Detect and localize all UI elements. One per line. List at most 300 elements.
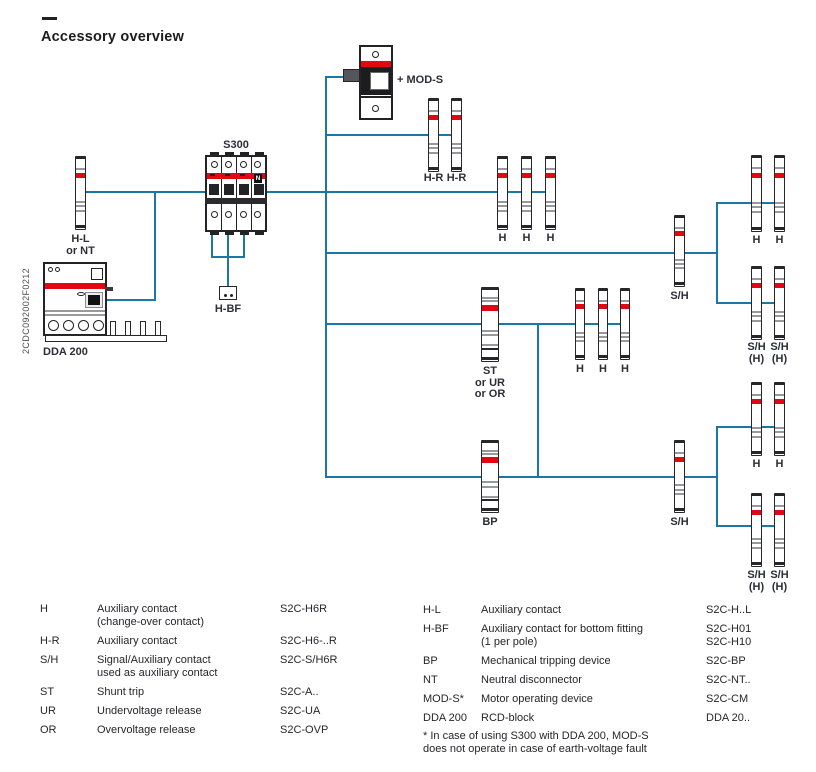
stripe [775,542,784,544]
label-line: H [752,458,761,470]
stripe [752,383,761,385]
stripe [599,340,607,342]
connector-line [325,76,345,78]
connector-line [716,426,780,428]
contact-dot [230,294,233,297]
stripe [775,167,784,169]
stripe [775,278,784,280]
stripe [752,167,761,169]
stripe [775,315,784,317]
red-band [76,173,85,178]
stripe [45,314,105,316]
legend-row [40,603,412,629]
stripe [752,320,761,322]
module-h-right-2a [751,382,762,456]
legend-row [40,654,412,680]
rating-mark [210,174,215,176]
red-band [452,115,461,120]
stripe [576,300,584,302]
stripe [752,505,761,507]
breaker-tab [240,231,249,235]
red-band [576,304,584,309]
desc-line: Mechanical tripping device [481,655,611,667]
h-bf-label: H-BF [214,303,242,315]
module-h-r-2 [451,98,462,172]
legend-term: H [40,603,48,615]
code-line: S2C-OVP [280,724,329,736]
legend-description [481,604,706,617]
legend-description [481,623,706,649]
stripe [599,289,607,291]
stripe [482,300,498,302]
legend-term: H-L [423,604,441,616]
label-line: (H) [748,352,765,365]
module-h-mid-3 [545,156,556,230]
connector-line [325,476,717,478]
stripe [752,538,761,540]
indicator-dot [48,267,53,272]
stripe [498,210,507,212]
stripe [76,157,85,159]
legend-row [40,724,412,737]
stripe [599,355,607,358]
stripe [429,110,438,112]
toggle-bar [205,198,267,204]
module-label-h-r-2 [433,173,481,185]
stripe [482,348,498,350]
stripe [621,340,629,342]
stripe [546,210,555,212]
stripe [498,225,507,228]
stripe [429,99,438,101]
connector-line [325,76,327,478]
stripe [429,152,438,154]
legend-row [423,623,809,649]
stripe [752,267,761,269]
toggle-handle [254,184,264,195]
stripe [482,334,498,336]
stripe [482,297,498,299]
legend-term: S/H [40,654,59,666]
desc-line: RCD-block [481,712,535,724]
label-line: (H) [748,580,765,593]
stripe [76,168,85,170]
legend-description [97,705,280,718]
stripe [775,494,784,496]
red-band [522,173,531,178]
screw-icon [254,211,261,218]
connector-line [325,252,717,254]
module-label-h-l [57,234,105,257]
footnote-line: * In case of using S300 with DDA 200, MOD-S [423,730,649,742]
legend-term: OR [40,724,57,736]
stripe [752,494,761,496]
stripe [482,357,498,360]
stripe [775,156,784,158]
connector-line [716,426,718,527]
stripe [576,332,584,334]
module-sh-lower [674,440,685,513]
label-line: S/H [670,516,689,528]
footnote-line: does not operate in case of earth-voltage fault [423,743,647,755]
stripe [775,427,784,429]
stripe [546,201,555,203]
legend-term: H-R [40,635,60,647]
stripe [675,282,684,285]
terminal-icon [48,320,59,331]
mods-mechanism [361,67,391,95]
legend-code [706,712,809,725]
stripe [775,562,784,565]
stripe [675,484,684,486]
legend-row [423,674,809,687]
busbar-pin [155,321,161,336]
breaker-tab [255,231,264,235]
stripe [576,289,584,291]
screw-icon [211,161,218,168]
red-band [775,399,784,404]
stripe [775,311,784,313]
stripe [429,143,438,145]
legend-term: BP [423,655,438,667]
red-band [498,173,507,178]
stripe [76,201,85,203]
stripe [546,157,555,159]
module-h-right-1a [751,155,762,232]
stripe [752,542,761,544]
legend-description [97,686,280,699]
label-line: H-R [446,172,467,184]
screw-icon [225,161,232,168]
busbar-pin [125,321,131,336]
screw-icon [211,211,218,218]
legend-term: UR [40,705,56,717]
legend-description [481,674,706,687]
desc-line: Motor operating device [481,693,593,705]
module-sh-upper [674,215,685,287]
module-h-mid-1 [497,156,508,230]
label-line: H [599,363,607,375]
stripe [775,431,784,433]
module-bp [481,440,499,513]
screw-icon [372,105,379,112]
stripe [522,225,531,228]
h-bf-device [219,286,237,300]
legend-term: ST [40,686,55,698]
legend-term: H-BF [423,623,449,635]
stripe [752,431,761,433]
legend-code [280,603,412,629]
red-band [775,510,784,515]
module-shh-1a [751,266,762,340]
label-line: or OR [474,388,506,400]
legend-description [481,712,706,725]
label-line: H [621,363,629,375]
legend-code [280,724,412,737]
breaker-tab [210,231,219,235]
code-line: S2C-H01 [706,623,752,635]
module-label-h-right-2b [756,459,804,471]
legend-right-column [423,604,809,725]
stripe [675,493,684,495]
screw-icon [240,211,247,218]
label-line: H [576,363,584,375]
red-band [752,283,761,288]
stripe [752,547,761,549]
stripe [482,453,498,455]
legend-description [97,635,280,648]
stripe [522,157,531,159]
code-line: DDA 20.. [706,712,751,724]
label-line: or UR [475,376,505,389]
legend-left-column [40,603,412,737]
desc-line: Shunt trip [97,686,145,698]
code-line: S2C-H6-..R [280,635,337,647]
module-label-sh-upper [656,291,704,303]
stripe [576,355,584,358]
toggle-handle [239,184,249,195]
stripe [775,436,784,438]
breaker-tab [210,152,219,156]
module-h-mid-2 [521,156,532,230]
screw-icon [225,211,232,218]
module-label-sh-lower [656,517,704,529]
stripe [621,300,629,302]
stripe [599,300,607,302]
mods-window [370,72,389,90]
legend-description [481,693,706,706]
stripe [482,486,498,488]
stripe [775,202,784,204]
legend-description [97,603,280,629]
legend-row [423,655,809,668]
stripe [752,315,761,317]
label-line: (H) [771,580,788,593]
stripe [752,427,761,429]
legend-code [280,686,412,699]
stripe [775,211,784,213]
stripe [775,267,784,269]
code-line: S2C-H..L [706,604,752,616]
stripe [675,216,684,218]
screw-icon [372,51,379,58]
label-line: BP [482,516,498,528]
footnote [423,730,649,756]
stripe [498,157,507,159]
connector-line [716,202,718,304]
label-line: ST [482,365,498,377]
stripe [482,288,498,290]
code-line: S2C-A.. [280,686,319,698]
label-line: H [498,232,507,244]
stripe [482,508,498,511]
terminal-icon [78,320,89,331]
stripe [775,505,784,507]
indicator-eye-icon [77,292,85,296]
stripe [76,205,85,207]
stripe [752,451,761,454]
desc-line: (change-over contact) [97,616,204,628]
stripe [482,441,498,443]
stripe [775,320,784,322]
stripe [675,259,684,261]
red-band [752,173,761,178]
module-label-h-right-1b [756,235,804,247]
stripe [675,441,684,443]
stripe [576,340,584,342]
label-line: S/H [747,341,766,353]
legend-term: MOD-S* [423,693,464,705]
stripe [522,210,531,212]
toggle-handle [88,295,100,305]
desc-line: Neutral disconnector [481,674,582,686]
module-h-l [75,156,86,230]
desc-line: Signal/Auxiliary contact [97,654,211,666]
stripe [621,355,629,358]
module-st [481,287,499,362]
stripe [775,206,784,208]
stripe [752,394,761,396]
neutral-pole-marker: N [255,175,261,182]
s300-label: S300 [223,139,249,151]
stripe [621,332,629,334]
legend-code [706,674,809,687]
stripe [675,263,684,265]
stripe [752,227,761,230]
red-band [675,231,684,236]
toggle-handle [209,184,219,195]
stripe [775,538,784,540]
desc-line: (1 per pole) [481,636,538,648]
label-line: (H) [771,352,788,365]
stripe [429,167,438,170]
breaker-tab [240,152,249,156]
desc-line: Undervoltage release [97,705,202,717]
module-label-st [466,366,514,401]
module-shh-2a [751,493,762,567]
connector-line [227,256,229,287]
connector-line [154,192,156,301]
red-band [599,304,607,309]
module-h-bot-3 [620,288,630,360]
mods-divider [361,96,391,98]
rating-mark [225,174,230,176]
red-band [752,510,761,515]
stripe [752,206,761,208]
red-band [775,173,784,178]
legend-code [280,654,412,680]
code-line: S2C-CM [706,693,749,705]
mod-s-device [359,45,393,120]
connector-line [716,525,780,527]
label-line: H [775,458,784,470]
legend-row [40,635,412,648]
stripe [452,147,461,149]
stripe [675,508,684,511]
label-line: S/H [770,569,789,581]
stripe [482,496,498,498]
legend-code [706,655,809,668]
label-line: H-L [71,233,90,245]
code-line: S2C-NT.. [706,674,751,686]
stripe [498,168,507,170]
stripe [452,110,461,112]
code-line: S2C-H10 [706,636,752,648]
red-band [752,399,761,404]
label-line: H-R [423,172,444,184]
label-line: S/H [747,569,766,581]
dda200-busbar-rail [45,335,167,342]
pole-divider [236,157,237,230]
mod-s-label: + MOD-S [397,74,444,86]
module-h-r-1 [428,98,439,172]
stripe [522,201,531,203]
connector-line [716,302,780,304]
legend-code [706,693,809,706]
stripe [546,225,555,228]
breaker-tab [225,152,234,156]
busbar-pin [140,321,146,336]
label-line: H [522,232,531,244]
busbar-pin [110,321,116,336]
dda200-device [43,262,107,336]
breaker-tab [225,231,234,235]
contact-dot [224,294,227,297]
desc-line: Auxiliary contact [481,604,562,616]
page-title: Accessory overview [41,29,185,45]
red-band [429,115,438,120]
red-band [482,305,498,311]
stripe [45,310,105,312]
stripe [482,450,498,452]
rating-mark [240,174,245,176]
stripe [675,489,684,491]
stripe [752,202,761,204]
red-band [675,457,684,462]
code-line: S2C-BP [706,655,746,667]
connector-line [106,299,156,301]
stripe [546,168,555,170]
stripe [452,167,461,170]
legend-row [423,604,809,617]
stripe [775,451,784,454]
stripe [752,562,761,565]
stripe [599,332,607,334]
module-label-shh-1b [756,342,804,365]
module-shh-2b [774,493,785,567]
indicator-dot [55,267,60,272]
stripe [498,205,507,207]
stripe [76,210,85,212]
desc-line: Auxiliary contact [97,635,178,647]
label-line: S/H [770,341,789,353]
legend-description [97,724,280,737]
stripe [752,156,761,158]
stripe [675,267,684,269]
legend-description [481,655,706,668]
red-band [45,283,105,289]
stripe [482,344,498,346]
stripe [675,452,684,454]
connector-line [716,202,780,204]
module-h-right-1b [774,155,785,232]
red-band [775,283,784,288]
stripe [482,499,498,501]
stripe [452,152,461,154]
stripe [482,330,498,332]
stripe [621,336,629,338]
label-line: H [752,234,761,246]
